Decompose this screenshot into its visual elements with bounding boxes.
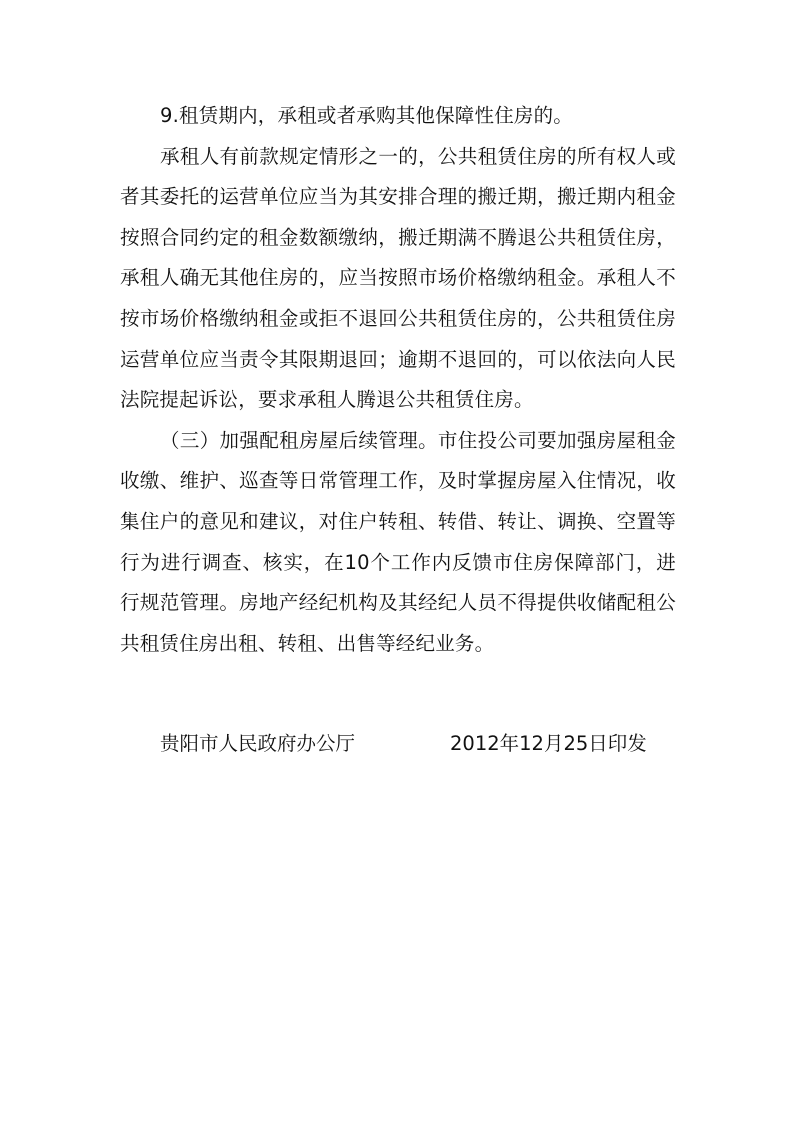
- paragraph-follow-up-management: （三）加强配租房屋后续管理。市住投公司要加强房屋租金收缴、维护、巡查等日常管理工作，及时掌握房屋入住情况，收集住户的意见和建议，对住户转租、转借、转让、调换、空置等行为进行调查、核实，在10个工作内反馈市住房保障部门，进行规范管理。房地产经纪机构及其经纪人员不得提供收储配租公共租赁住房出租、转租、出售等经纪业务。: [120, 428, 676, 655]
- document-body: [120, 96, 676, 664]
- document-footer: [160, 724, 660, 764]
- paragraph-relocation-rules: 承租人有前款规定情形之一的，公共租赁住房的所有权人或者其委托的运营单位应当为其安排合理的搬迁期，搬迁期内租金按照合同约定的租金数额缴纳，搬迁期满不腾退公共租赁住房，承租人确无其他住房的，应当按照市场价格缴纳租金。承租人不按市场价格缴纳租金或拒不退回公共租赁住房的，公共租赁住房运营单位应当责令其限期退回；逾期不退回的，可以依法向人民法院提起诉讼，要求承租人腾退公共租赁住房。: [120, 144, 676, 412]
- issuer-name: 贵阳市人民政府办公厅: [160, 732, 356, 755]
- issue-date: 2012年12月25日印发: [450, 732, 647, 755]
- paragraph-item-9: 9.租赁期内，承租或者承购其他保障性住房的。: [160, 104, 574, 127]
